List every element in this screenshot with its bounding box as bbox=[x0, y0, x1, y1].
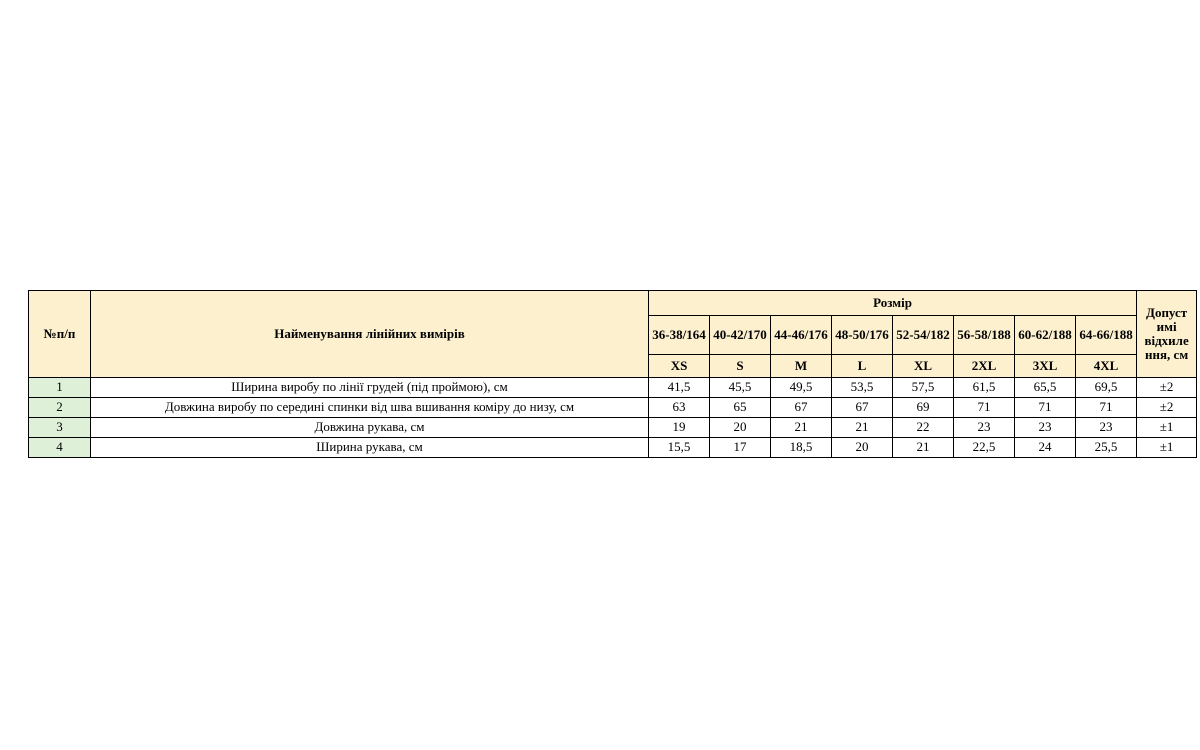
cell-value: 61,5 bbox=[954, 378, 1015, 398]
size-numeric-l: 48-50/176 bbox=[832, 316, 893, 355]
size-letter-l: L bbox=[832, 355, 893, 378]
cell-value: 45,5 bbox=[710, 378, 771, 398]
table-header bbox=[29, 291, 1197, 378]
cell-value: 53,5 bbox=[832, 378, 893, 398]
row-measurement-name: Ширина виробу по лінії грудей (під проймою), см bbox=[91, 378, 649, 398]
size-letter-3xl: 3XL bbox=[1015, 355, 1076, 378]
cell-value: 71 bbox=[954, 398, 1015, 418]
size-numeric-xl: 52-54/182 bbox=[893, 316, 954, 355]
cell-value: 21 bbox=[771, 418, 832, 438]
size-letter-m: M bbox=[771, 355, 832, 378]
size-chart-container bbox=[28, 290, 1189, 458]
row-index: 2 bbox=[29, 398, 91, 418]
cell-value: 69 bbox=[893, 398, 954, 418]
size-numeric-xs: 36-38/164 bbox=[649, 316, 710, 355]
table-row bbox=[29, 418, 1197, 438]
size-numeric-s: 40-42/170 bbox=[710, 316, 771, 355]
cell-value: 67 bbox=[771, 398, 832, 418]
cell-value: 49,5 bbox=[771, 378, 832, 398]
cell-value: 15,5 bbox=[649, 438, 710, 458]
cell-tolerance: ±2 bbox=[1137, 378, 1197, 398]
cell-value: 65,5 bbox=[1015, 378, 1076, 398]
cell-value: 63 bbox=[649, 398, 710, 418]
size-letter-2xl: 2XL bbox=[954, 355, 1015, 378]
table-body bbox=[29, 378, 1197, 458]
cell-value: 71 bbox=[1015, 398, 1076, 418]
size-letter-s: S bbox=[710, 355, 771, 378]
size-letter-xs: XS bbox=[649, 355, 710, 378]
table-row bbox=[29, 378, 1197, 398]
row-index: 3 bbox=[29, 418, 91, 438]
header-measurement-name: Найменування лінійних вимірів bbox=[91, 291, 649, 378]
size-numeric-3xl: 60-62/188 bbox=[1015, 316, 1076, 355]
header-row-group bbox=[29, 291, 1197, 316]
size-chart-table bbox=[28, 290, 1197, 458]
cell-tolerance: ±2 bbox=[1137, 398, 1197, 418]
cell-value: 17 bbox=[710, 438, 771, 458]
cell-value: 23 bbox=[1076, 418, 1137, 438]
cell-value: 69,5 bbox=[1076, 378, 1137, 398]
cell-value: 21 bbox=[893, 438, 954, 458]
cell-value: 20 bbox=[710, 418, 771, 438]
cell-tolerance: ±1 bbox=[1137, 418, 1197, 438]
cell-tolerance: ±1 bbox=[1137, 438, 1197, 458]
row-measurement-name: Ширина рукава, см bbox=[91, 438, 649, 458]
cell-value: 23 bbox=[954, 418, 1015, 438]
cell-value: 65 bbox=[710, 398, 771, 418]
cell-value: 25,5 bbox=[1076, 438, 1137, 458]
size-letter-xl: XL bbox=[893, 355, 954, 378]
cell-value: 18,5 bbox=[771, 438, 832, 458]
cell-value: 67 bbox=[832, 398, 893, 418]
header-index: №п/п bbox=[29, 291, 91, 378]
cell-value: 20 bbox=[832, 438, 893, 458]
header-size-group: Розмір bbox=[649, 291, 1137, 316]
size-numeric-2xl: 56-58/188 bbox=[954, 316, 1015, 355]
header-tolerance: Допуст имі відхиле ння, см bbox=[1137, 291, 1197, 378]
cell-value: 19 bbox=[649, 418, 710, 438]
row-measurement-name: Довжина виробу по середині спинки від шва вшивання коміру до низу, см bbox=[91, 398, 649, 418]
cell-value: 22 bbox=[893, 418, 954, 438]
size-numeric-m: 44-46/176 bbox=[771, 316, 832, 355]
cell-value: 41,5 bbox=[649, 378, 710, 398]
cell-value: 57,5 bbox=[893, 378, 954, 398]
row-index: 1 bbox=[29, 378, 91, 398]
cell-value: 24 bbox=[1015, 438, 1076, 458]
size-letter-4xl: 4XL bbox=[1076, 355, 1137, 378]
table-row bbox=[29, 438, 1197, 458]
cell-value: 71 bbox=[1076, 398, 1137, 418]
table-row bbox=[29, 398, 1197, 418]
cell-value: 21 bbox=[832, 418, 893, 438]
size-numeric-4xl: 64-66/188 bbox=[1076, 316, 1137, 355]
row-measurement-name: Довжина рукава, см bbox=[91, 418, 649, 438]
row-index: 4 bbox=[29, 438, 91, 458]
cell-value: 23 bbox=[1015, 418, 1076, 438]
cell-value: 22,5 bbox=[954, 438, 1015, 458]
